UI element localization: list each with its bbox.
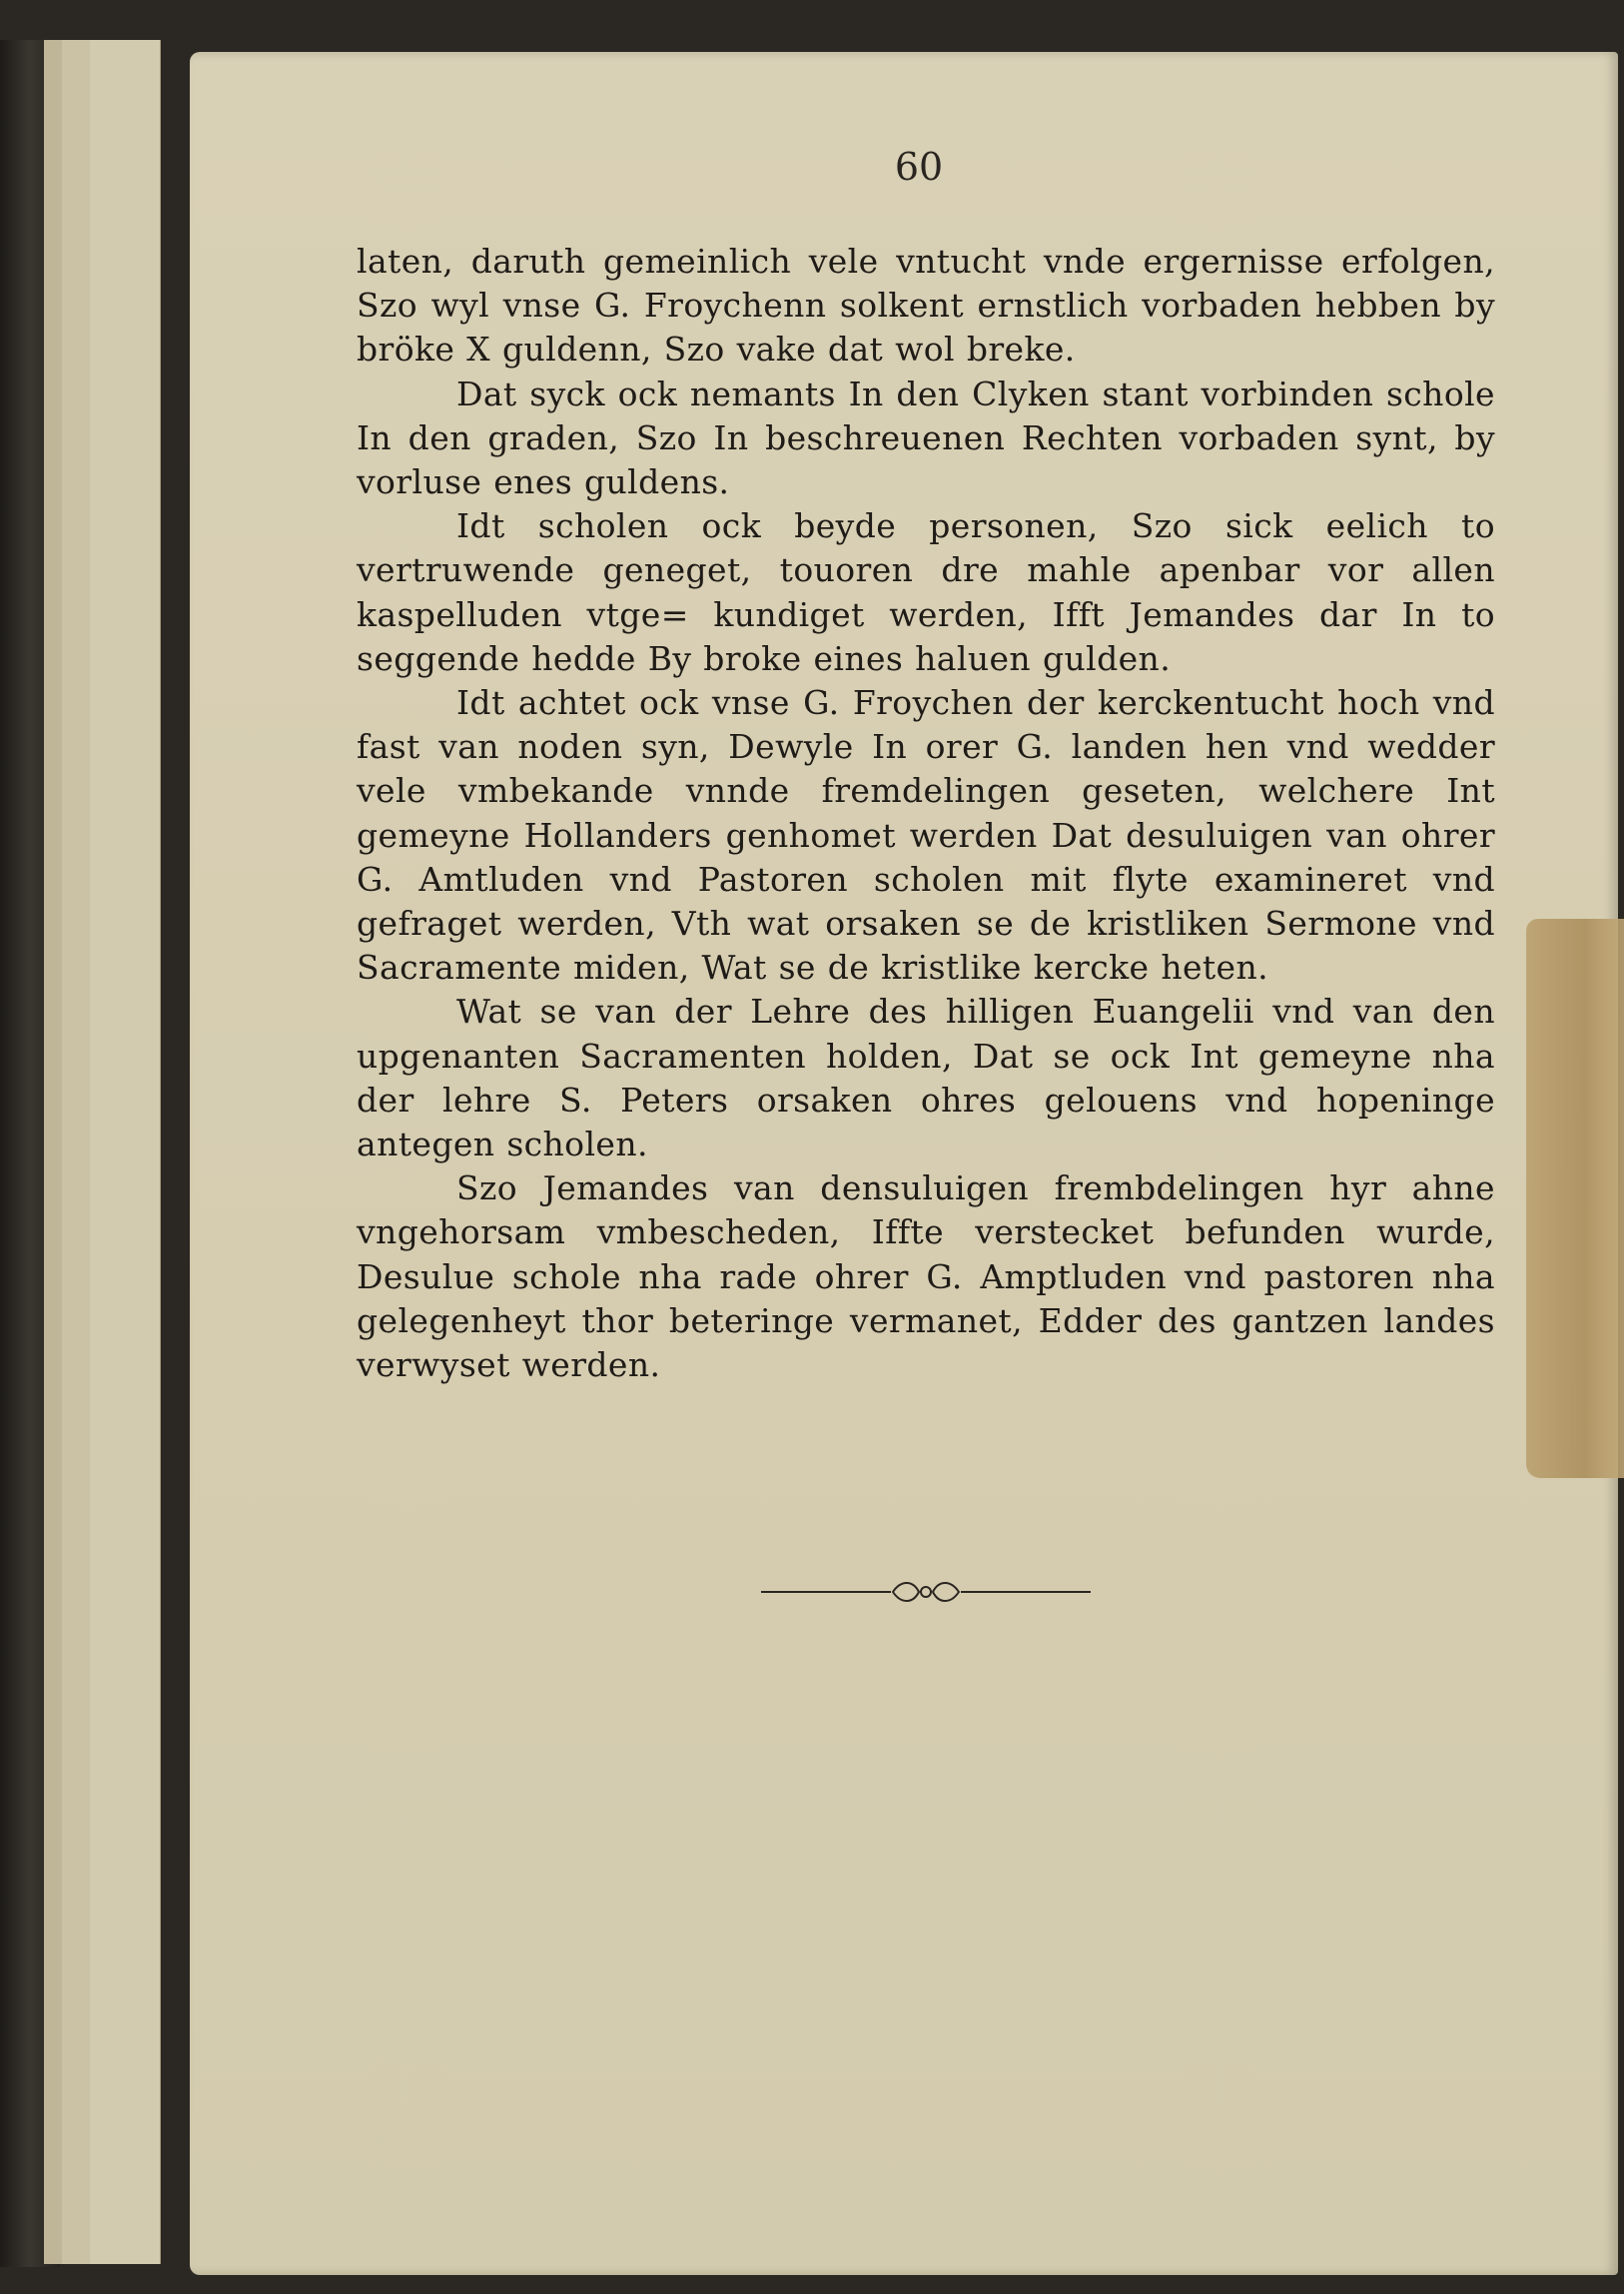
paragraph: Dat syck ock nemants In den Clyken stant vorbinden schole In den graden, Szo In beschreuenen Rechten vorbaden synt, by vorluse enes guldens.	[357, 374, 1495, 502]
body-text	[357, 240, 1495, 1387]
paragraph: Szo Jemandes van densuluigen frembdelingen hyr ahne vngehorsam vmbescheden, Iffte verstecket befunden wurde, Desulue schole nha rade ohrer G. Amptluden vnd pastoren nha gelegenheyt thor beteringe vermanet, Edder des gantzen landes verwyset werden.	[357, 1168, 1495, 1385]
page-number: 60	[894, 145, 944, 189]
ornament-divider-icon	[761, 1572, 1091, 1612]
paper-stain	[1526, 919, 1624, 1478]
paragraph: Wat se van der Lehre des hilligen Euangelii vnd van den upgenanten Sacramenten holden, Dat se ock Int gemeyne nha der lehre S. Peters orsaken ohres gelouens vnd hopeninge antegen scholen.	[357, 992, 1495, 1164]
paragraph: Idt achtet ock vnse G. Froychen der kerckentucht hoch vnd fast van noden syn, Dewyle In orer G. landen hen vnd wedder vele vmbekande vnnde fremdelingen geseten, welchere Int gemeyne Hollanders genhomet werden Dat desuluigen van ohrer G. Amtluden vnd Pastoren scholen mit flyte examineret vnd gefraget werden, Vth wat orsaken se de kristliken Sermone vnd Sacramente miden, Wat se de kristlike kercke heten.	[357, 683, 1495, 988]
page-edge	[90, 40, 161, 2264]
paragraph: Idt scholen ock beyde personen, Szo sick eelich to vertruwende geneget, touoren dre mahle apenbar vor allen kaspelluden vtge= kundiget werden, Ifft Jemandes dar In to seggende hedde By broke eines haluen gulden.	[357, 506, 1495, 678]
paragraph: laten, daruth gemeinlich vele vntucht vnde ergernisse erfolgen, Szo wyl vnse G. Froychenn solkent ernstlich vorbaden hebben by bröke X guldenn, Szo vake dat wol breke.	[357, 242, 1495, 370]
